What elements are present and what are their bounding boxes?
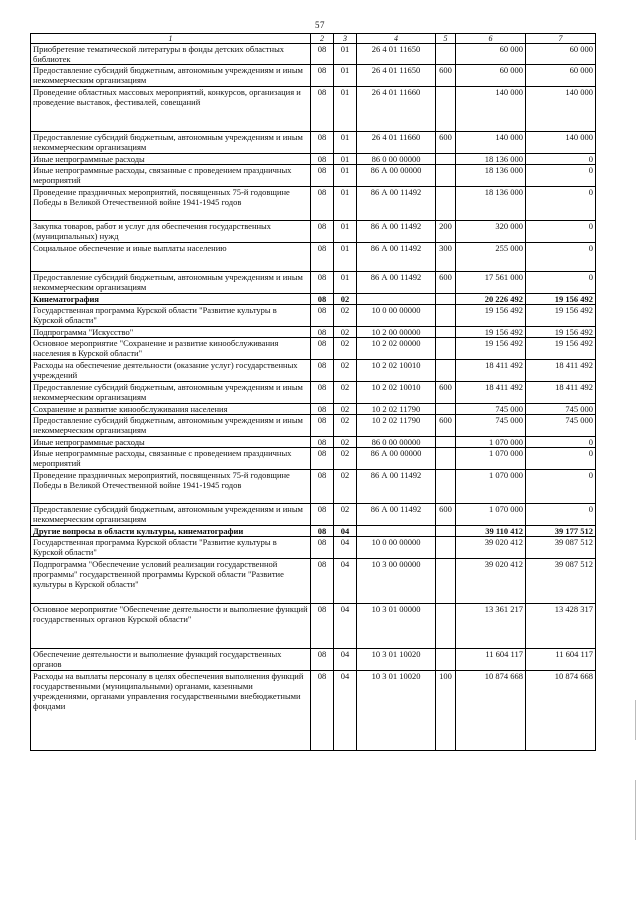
row-expense-type [436, 44, 456, 65]
table-row [31, 294, 596, 305]
row-name: Расходы на выплаты персоналу в целях обеспечения выполнения функций государственными (муниципальными) органами, казенными учреждениями, органами управления государственными внебюджетными фондами [31, 671, 311, 751]
row-expense-type [436, 154, 456, 165]
row-name: Предоставление субсидий бюджетным, автономным учреждениям и иным некоммерческим организациям [31, 65, 311, 87]
row-amount-col6: 745 000 [456, 404, 526, 415]
row-amount-col6: 140 000 [456, 87, 526, 132]
table-row [31, 154, 596, 165]
row-amount-col7: 0 [526, 187, 596, 221]
row-amount-col7: 39 177 512 [526, 526, 596, 537]
row-subsection-code: 04 [334, 526, 357, 537]
row-subsection-code: 02 [334, 294, 357, 305]
row-expense-type [436, 360, 456, 382]
row-section-code: 08 [311, 165, 334, 187]
row-section-code: 08 [311, 526, 334, 537]
column-number-5: 5 [436, 34, 456, 44]
page-number: 57 [315, 20, 325, 30]
row-subsection-code: 02 [334, 415, 357, 437]
row-amount-col6: 1 070 000 [456, 504, 526, 526]
row-target-article: 10 3 01 10020 [357, 649, 436, 671]
row-section-code: 08 [311, 221, 334, 243]
row-name: Предоставление субсидий бюджетным, автономным учреждениям и иным некоммерческим организациям [31, 132, 311, 154]
row-amount-col7: 60 000 [526, 65, 596, 87]
row-section-code: 08 [311, 87, 334, 132]
row-amount-col6: 1 070 000 [456, 448, 526, 470]
row-amount-col7: 18 411 492 [526, 382, 596, 404]
row-expense-type [436, 305, 456, 327]
row-subsection-code: 04 [334, 537, 357, 559]
budget-table [30, 33, 596, 751]
row-subsection-code: 02 [334, 437, 357, 448]
row-section-code: 08 [311, 272, 334, 294]
row-section-code: 08 [311, 305, 334, 327]
row-name: Иные непрограммные расходы [31, 154, 311, 165]
row-target-article: 10 2 02 00000 [357, 338, 436, 360]
row-section-code: 08 [311, 604, 334, 649]
row-amount-col7: 0 [526, 221, 596, 243]
row-amount-col7: 19 156 492 [526, 305, 596, 327]
row-section-code: 08 [311, 360, 334, 382]
table-row [31, 187, 596, 221]
row-name: Предоставление субсидий бюджетным, автономным учреждениям и иным некоммерческим организациям [31, 382, 311, 404]
row-expense-type [436, 87, 456, 132]
row-section-code: 08 [311, 327, 334, 338]
row-subsection-code: 04 [334, 649, 357, 671]
row-subsection-code: 02 [334, 327, 357, 338]
row-expense-type [436, 604, 456, 649]
row-section-code: 08 [311, 187, 334, 221]
row-amount-col6: 18 411 492 [456, 360, 526, 382]
row-name: Основное мероприятие "Сохранение и развитие кинообслуживания населения в Курской области" [31, 338, 311, 360]
row-amount-col6: 11 604 117 [456, 649, 526, 671]
table-row [31, 132, 596, 154]
row-expense-type: 600 [436, 504, 456, 526]
row-name: Подпрограмма "Обеспечение условий реализации государственной программы" государственной программы Курской области "Развитие культуры в Курской области" [31, 559, 311, 604]
row-name: Иные непрограммные расходы [31, 437, 311, 448]
row-amount-col7: 39 087 512 [526, 559, 596, 604]
row-subsection-code: 01 [334, 154, 357, 165]
row-amount-col6: 1 070 000 [456, 437, 526, 448]
row-section-code: 08 [311, 404, 334, 415]
row-name: Расходы на обеспечение деятельности (оказание услуг) государственных учреждений [31, 360, 311, 382]
row-target-article: 10 2 00 00000 [357, 327, 436, 338]
table-row [31, 671, 596, 751]
row-target-article: 10 0 00 00000 [357, 305, 436, 327]
row-expense-type [436, 559, 456, 604]
row-expense-type: 600 [436, 65, 456, 87]
row-section-code: 08 [311, 649, 334, 671]
row-subsection-code: 01 [334, 132, 357, 154]
row-subsection-code: 01 [334, 272, 357, 294]
row-expense-type: 300 [436, 243, 456, 272]
table-row [31, 415, 596, 437]
table-body [31, 44, 596, 751]
scan-edge-mark [635, 700, 636, 740]
row-section-code: 08 [311, 559, 334, 604]
row-expense-type [436, 537, 456, 559]
row-expense-type [436, 470, 456, 504]
column-number-7: 7 [526, 34, 596, 44]
row-target-article: 86 А 00 11492 [357, 221, 436, 243]
row-name: Иные непрограммные расходы, связанные с проведением праздничных мероприятий [31, 448, 311, 470]
row-amount-col6: 18 136 000 [456, 187, 526, 221]
row-amount-col7: 745 000 [526, 404, 596, 415]
column-number-header [31, 34, 596, 44]
table-row [31, 305, 596, 327]
row-expense-type: 600 [436, 382, 456, 404]
row-expense-type: 600 [436, 132, 456, 154]
row-subsection-code: 01 [334, 187, 357, 221]
row-subsection-code: 02 [334, 360, 357, 382]
row-amount-col7: 39 087 512 [526, 537, 596, 559]
table-row [31, 559, 596, 604]
row-amount-col7: 0 [526, 504, 596, 526]
row-amount-col6: 18 136 000 [456, 165, 526, 187]
row-section-code: 08 [311, 415, 334, 437]
row-name: Проведение праздничных мероприятий, посвященных 75-й годовщине Победы в Великой Отечественной войне 1941-1945 годов [31, 187, 311, 221]
row-target-article: 26 4 01 11660 [357, 132, 436, 154]
row-name: Проведение праздничных мероприятий, посвященных 75-й годовщине Победы в Великой Отечественной войне 1941-1945 годов [31, 470, 311, 504]
row-name: Обеспечение деятельности и выполнение функций государственных органов [31, 649, 311, 671]
row-subsection-code: 01 [334, 65, 357, 87]
row-amount-col6: 20 226 492 [456, 294, 526, 305]
row-subsection-code: 01 [334, 165, 357, 187]
row-target-article: 86 А 00 11492 [357, 272, 436, 294]
row-expense-type [436, 187, 456, 221]
row-target-article: 10 3 01 00000 [357, 604, 436, 649]
row-expense-type: 100 [436, 671, 456, 751]
row-target-article: 86 0 00 00000 [357, 437, 436, 448]
table-row [31, 537, 596, 559]
row-section-code: 08 [311, 537, 334, 559]
row-subsection-code: 02 [334, 504, 357, 526]
row-name: Иные непрограммные расходы, связанные с проведением праздничных мероприятий [31, 165, 311, 187]
table-row [31, 65, 596, 87]
table-row [31, 504, 596, 526]
row-section-code: 08 [311, 470, 334, 504]
row-amount-col6: 19 156 492 [456, 327, 526, 338]
row-section-code: 08 [311, 294, 334, 305]
row-target-article: 10 2 02 10010 [357, 382, 436, 404]
row-subsection-code: 02 [334, 382, 357, 404]
row-target-article: 86 А 00 11492 [357, 470, 436, 504]
column-number-4: 4 [357, 34, 436, 44]
row-expense-type [436, 437, 456, 448]
table-row [31, 404, 596, 415]
table-row [31, 338, 596, 360]
row-target-article: 26 4 01 11660 [357, 87, 436, 132]
row-section-code: 08 [311, 437, 334, 448]
row-section-code: 08 [311, 154, 334, 165]
row-subsection-code: 02 [334, 448, 357, 470]
row-subsection-code: 04 [334, 671, 357, 751]
table-row [31, 470, 596, 504]
row-target-article: 86 0 00 00000 [357, 154, 436, 165]
row-amount-col6: 1 070 000 [456, 470, 526, 504]
table-row [31, 649, 596, 671]
row-amount-col6: 17 561 000 [456, 272, 526, 294]
row-name: Другие вопросы в области культуры, кинематографии [31, 526, 311, 537]
table-row [31, 87, 596, 132]
row-target-article: 10 0 00 00000 [357, 537, 436, 559]
row-amount-col6: 140 000 [456, 132, 526, 154]
row-amount-col6: 39 020 412 [456, 537, 526, 559]
row-amount-col6: 18 136 000 [456, 154, 526, 165]
row-amount-col7: 140 000 [526, 132, 596, 154]
row-section-code: 08 [311, 243, 334, 272]
column-number-1: 1 [31, 34, 311, 44]
row-target-article: 86 А 00 00000 [357, 165, 436, 187]
row-expense-type [436, 448, 456, 470]
row-name: Сохранение и развитие кинообслуживания населения [31, 404, 311, 415]
row-expense-type [436, 338, 456, 360]
row-expense-type [436, 165, 456, 187]
row-expense-type [436, 526, 456, 537]
row-section-code: 08 [311, 338, 334, 360]
row-section-code: 08 [311, 504, 334, 526]
row-amount-col7: 745 000 [526, 415, 596, 437]
table-row [31, 165, 596, 187]
row-target-article: 86 А 00 11492 [357, 187, 436, 221]
row-amount-col6: 10 874 668 [456, 671, 526, 751]
row-amount-col7: 18 411 492 [526, 360, 596, 382]
row-amount-col6: 39 020 412 [456, 559, 526, 604]
row-subsection-code: 02 [334, 338, 357, 360]
row-name: Основное мероприятие "Обеспечение деятельности и выполнение функций государственных органов Курской области" [31, 604, 311, 649]
row-name: Приобретение тематической литературы в фонды детских областных библиотек [31, 44, 311, 65]
row-amount-col7: 19 156 492 [526, 338, 596, 360]
table-row [31, 360, 596, 382]
row-target-article: 86 А 00 11492 [357, 243, 436, 272]
row-subsection-code: 04 [334, 559, 357, 604]
row-name: Кинематография [31, 294, 311, 305]
row-amount-col6: 19 156 492 [456, 338, 526, 360]
column-number-3: 3 [334, 34, 357, 44]
row-target-article: 10 2 02 11790 [357, 415, 436, 437]
row-expense-type [436, 294, 456, 305]
row-amount-col6: 320 000 [456, 221, 526, 243]
row-subsection-code: 01 [334, 243, 357, 272]
row-amount-col7: 0 [526, 437, 596, 448]
row-target-article: 10 2 02 11790 [357, 404, 436, 415]
row-subsection-code: 01 [334, 221, 357, 243]
row-name: Подпрограмма "Искусство" [31, 327, 311, 338]
row-amount-col7: 60 000 [526, 44, 596, 65]
row-name: Предоставление субсидий бюджетным, автономным учреждениям и иным некоммерческим организациям [31, 272, 311, 294]
table-row [31, 604, 596, 649]
row-name: Государственная программа Курской области "Развитие культуры в Курской области" [31, 305, 311, 327]
row-name: Социальное обеспечение и иные выплаты населению [31, 243, 311, 272]
row-expense-type: 200 [436, 221, 456, 243]
row-section-code: 08 [311, 448, 334, 470]
row-target-article: 10 3 00 00000 [357, 559, 436, 604]
row-name: Закупка товаров, работ и услуг для обеспечения государственных (муниципальных) нужд [31, 221, 311, 243]
row-target-article [357, 294, 436, 305]
row-expense-type [436, 404, 456, 415]
table-row [31, 243, 596, 272]
row-amount-col7: 0 [526, 243, 596, 272]
row-target-article: 86 А 00 11492 [357, 504, 436, 526]
row-target-article: 10 2 02 10010 [357, 360, 436, 382]
row-amount-col7: 0 [526, 470, 596, 504]
row-name: Предоставление субсидий бюджетным, автономным учреждениям и иным некоммерческим организациям [31, 504, 311, 526]
row-amount-col7: 0 [526, 165, 596, 187]
row-amount-col6: 13 361 217 [456, 604, 526, 649]
row-amount-col7: 13 428 317 [526, 604, 596, 649]
row-subsection-code: 01 [334, 87, 357, 132]
row-subsection-code: 02 [334, 404, 357, 415]
row-amount-col7: 11 604 117 [526, 649, 596, 671]
table-row [31, 448, 596, 470]
row-subsection-code: 01 [334, 44, 357, 65]
row-section-code: 08 [311, 382, 334, 404]
column-number-6: 6 [456, 34, 526, 44]
row-target-article [357, 526, 436, 537]
row-amount-col7: 10 874 668 [526, 671, 596, 751]
table-row [31, 437, 596, 448]
row-name: Проведение областных массовых мероприятий, конкурсов, организация и проведение выставок, фестивалей, совещаний [31, 87, 311, 132]
row-section-code: 08 [311, 65, 334, 87]
row-target-article: 10 3 01 10020 [357, 671, 436, 751]
row-target-article: 26 4 01 11650 [357, 44, 436, 65]
row-amount-col6: 19 156 492 [456, 305, 526, 327]
row-expense-type: 600 [436, 415, 456, 437]
row-section-code: 08 [311, 44, 334, 65]
row-amount-col7: 0 [526, 448, 596, 470]
row-amount-col6: 60 000 [456, 65, 526, 87]
table-row [31, 221, 596, 243]
row-amount-col6: 39 110 412 [456, 526, 526, 537]
row-amount-col7: 19 156 492 [526, 327, 596, 338]
row-section-code: 08 [311, 671, 334, 751]
row-amount-col6: 255 000 [456, 243, 526, 272]
row-amount-col7: 0 [526, 272, 596, 294]
column-number-2: 2 [311, 34, 334, 44]
table-row [31, 382, 596, 404]
table-row [31, 327, 596, 338]
row-expense-type: 600 [436, 272, 456, 294]
row-expense-type [436, 649, 456, 671]
row-expense-type [436, 327, 456, 338]
row-name: Предоставление субсидий бюджетным, автономным учреждениям и иным некоммерческим организациям [31, 415, 311, 437]
row-target-article: 26 4 01 11650 [357, 65, 436, 87]
table-row [31, 526, 596, 537]
row-target-article: 86 А 00 00000 [357, 448, 436, 470]
row-section-code: 08 [311, 132, 334, 154]
row-amount-col7: 0 [526, 154, 596, 165]
table-row [31, 44, 596, 65]
scan-edge-mark [635, 780, 636, 840]
row-amount-col6: 745 000 [456, 415, 526, 437]
table-row [31, 272, 596, 294]
row-amount-col7: 19 156 492 [526, 294, 596, 305]
row-subsection-code: 02 [334, 470, 357, 504]
row-name: Государственная программа Курской области "Развитие культуры в Курской области" [31, 537, 311, 559]
row-amount-col6: 18 411 492 [456, 382, 526, 404]
row-amount-col7: 140 000 [526, 87, 596, 132]
row-amount-col6: 60 000 [456, 44, 526, 65]
row-subsection-code: 04 [334, 604, 357, 649]
row-subsection-code: 02 [334, 305, 357, 327]
